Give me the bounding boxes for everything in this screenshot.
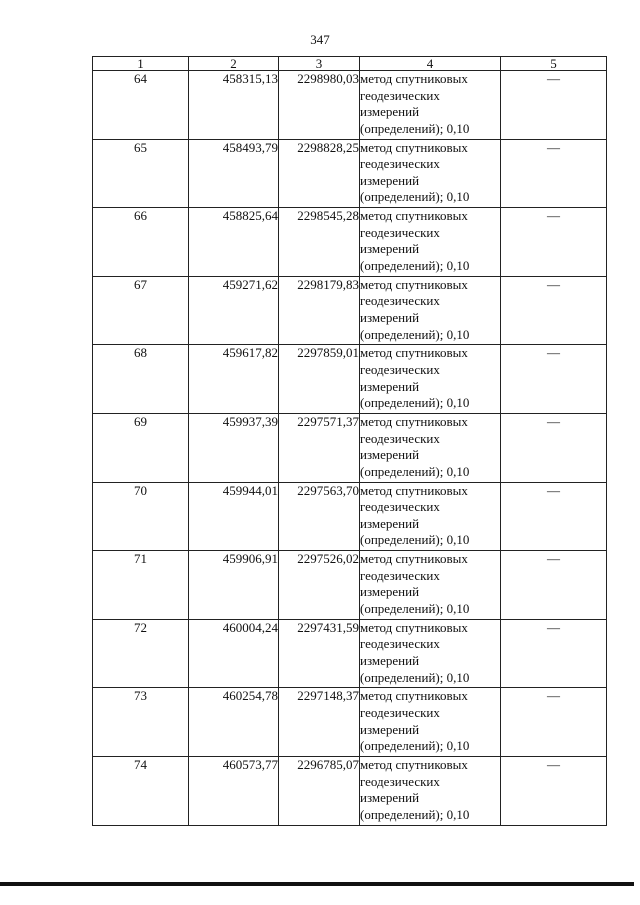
coordinates-table	[92, 56, 607, 826]
method-cell	[360, 276, 501, 345]
note-cell: —	[501, 71, 607, 140]
note-cell: —	[501, 208, 607, 277]
note-cell: —	[501, 345, 607, 414]
method-line: метод спутниковых	[360, 551, 468, 567]
method-line: измерений	[360, 309, 420, 325]
method-cell	[360, 71, 501, 140]
column-header: 4	[360, 57, 501, 71]
table-row	[93, 619, 607, 688]
method-line: (определений); 0,10	[360, 463, 470, 479]
method-line: (определений); 0,10	[360, 806, 470, 822]
method-line: метод спутниковых	[360, 756, 468, 772]
table-header-row	[93, 57, 607, 71]
y-coordinate-cell: 2298545,28	[279, 208, 360, 277]
method-line: измерений	[360, 104, 420, 120]
method-line: метод спутниковых	[360, 688, 468, 704]
point-number-cell: 72	[93, 619, 189, 688]
point-number-cell: 64	[93, 71, 189, 140]
point-number-cell: 67	[93, 276, 189, 345]
note-cell: —	[501, 413, 607, 482]
method-cell	[360, 688, 501, 757]
column-header: 1	[93, 57, 189, 71]
note-cell: —	[501, 756, 607, 825]
x-coordinate-cell: 460004,24	[189, 619, 279, 688]
y-coordinate-cell: 2296785,07	[279, 756, 360, 825]
method-line: (определений); 0,10	[360, 189, 470, 205]
table-row	[93, 413, 607, 482]
point-number-cell: 73	[93, 688, 189, 757]
method-cell	[360, 619, 501, 688]
method-cell	[360, 413, 501, 482]
method-cell	[360, 756, 501, 825]
method-line: геодезических	[360, 773, 440, 789]
x-coordinate-cell: 459271,62	[189, 276, 279, 345]
page-number: 347	[310, 32, 330, 47]
method-line: метод спутниковых	[360, 276, 468, 292]
column-header: 2	[189, 57, 279, 71]
point-number-cell: 69	[93, 413, 189, 482]
x-coordinate-cell: 460573,77	[189, 756, 279, 825]
method-line: метод спутниковых	[360, 208, 468, 224]
method-line: (определений); 0,10	[360, 669, 470, 685]
point-number-cell: 71	[93, 551, 189, 620]
method-line: измерений	[360, 172, 420, 188]
table-row	[93, 139, 607, 208]
method-line: измерений	[360, 721, 420, 737]
table-row	[93, 482, 607, 551]
method-cell	[360, 551, 501, 620]
column-header: 3	[279, 57, 360, 71]
note-cell: —	[501, 619, 607, 688]
table-row	[93, 688, 607, 757]
x-coordinate-cell: 459906,91	[189, 551, 279, 620]
method-line: геодезических	[360, 704, 440, 720]
method-line: геодезических	[360, 499, 440, 515]
note-cell: —	[501, 139, 607, 208]
method-cell	[360, 345, 501, 414]
method-line: (определений); 0,10	[360, 738, 470, 754]
y-coordinate-cell: 2298828,25	[279, 139, 360, 208]
x-coordinate-cell: 458315,13	[189, 71, 279, 140]
point-number-cell: 74	[93, 756, 189, 825]
note-cell: —	[501, 276, 607, 345]
table-row	[93, 276, 607, 345]
note-cell: —	[501, 688, 607, 757]
method-line: (определений); 0,10	[360, 600, 470, 616]
method-line: метод спутниковых	[360, 345, 468, 361]
point-number-cell: 70	[93, 482, 189, 551]
method-line: (определений); 0,10	[360, 257, 470, 273]
method-line: измерений	[360, 652, 420, 668]
method-line: геодезических	[360, 87, 440, 103]
method-line: (определений); 0,10	[360, 326, 470, 342]
x-coordinate-cell: 458825,64	[189, 208, 279, 277]
method-line: метод спутниковых	[360, 71, 468, 86]
method-line: геодезических	[360, 636, 440, 652]
table-row	[93, 551, 607, 620]
method-line: (определений); 0,10	[360, 120, 470, 136]
table-row	[93, 208, 607, 277]
method-line: геодезических	[360, 224, 440, 240]
method-cell	[360, 208, 501, 277]
method-line: геодезических	[360, 156, 440, 172]
x-coordinate-cell: 459937,39	[189, 413, 279, 482]
method-line: геодезических	[360, 567, 440, 583]
method-line: измерений	[360, 447, 420, 463]
note-cell: —	[501, 551, 607, 620]
table-row	[93, 345, 607, 414]
x-coordinate-cell: 458493,79	[189, 139, 279, 208]
method-line: (определений); 0,10	[360, 532, 470, 548]
x-coordinate-cell: 459617,82	[189, 345, 279, 414]
table-row	[93, 756, 607, 825]
method-line: измерений	[360, 241, 420, 257]
y-coordinate-cell: 2297571,37	[279, 413, 360, 482]
point-number-cell: 68	[93, 345, 189, 414]
method-line: измерений	[360, 378, 420, 394]
table-row	[93, 71, 607, 140]
y-coordinate-cell: 2297859,01	[279, 345, 360, 414]
method-line: метод спутниковых	[360, 482, 468, 498]
y-coordinate-cell: 2297148,37	[279, 688, 360, 757]
y-coordinate-cell: 2297431,59	[279, 619, 360, 688]
bottom-rule	[0, 882, 634, 886]
method-line: метод спутниковых	[360, 139, 468, 155]
note-cell: —	[501, 482, 607, 551]
method-line: измерений	[360, 790, 420, 806]
y-coordinate-cell: 2297563,70	[279, 482, 360, 551]
method-cell	[360, 139, 501, 208]
method-line: геодезических	[360, 361, 440, 377]
method-line: геодезических	[360, 430, 440, 446]
x-coordinate-cell: 459944,01	[189, 482, 279, 551]
x-coordinate-cell: 460254,78	[189, 688, 279, 757]
method-cell	[360, 482, 501, 551]
y-coordinate-cell: 2297526,02	[279, 551, 360, 620]
method-line: метод спутниковых	[360, 413, 468, 429]
table-body	[93, 71, 607, 826]
point-number-cell: 66	[93, 208, 189, 277]
method-line: (определений); 0,10	[360, 395, 470, 411]
y-coordinate-cell: 2298179,83	[279, 276, 360, 345]
y-coordinate-cell: 2298980,03	[279, 71, 360, 140]
method-line: измерений	[360, 584, 420, 600]
point-number-cell: 65	[93, 139, 189, 208]
method-line: измерений	[360, 515, 420, 531]
method-line: метод спутниковых	[360, 619, 468, 635]
column-header: 5	[501, 57, 607, 71]
method-line: геодезических	[360, 293, 440, 309]
